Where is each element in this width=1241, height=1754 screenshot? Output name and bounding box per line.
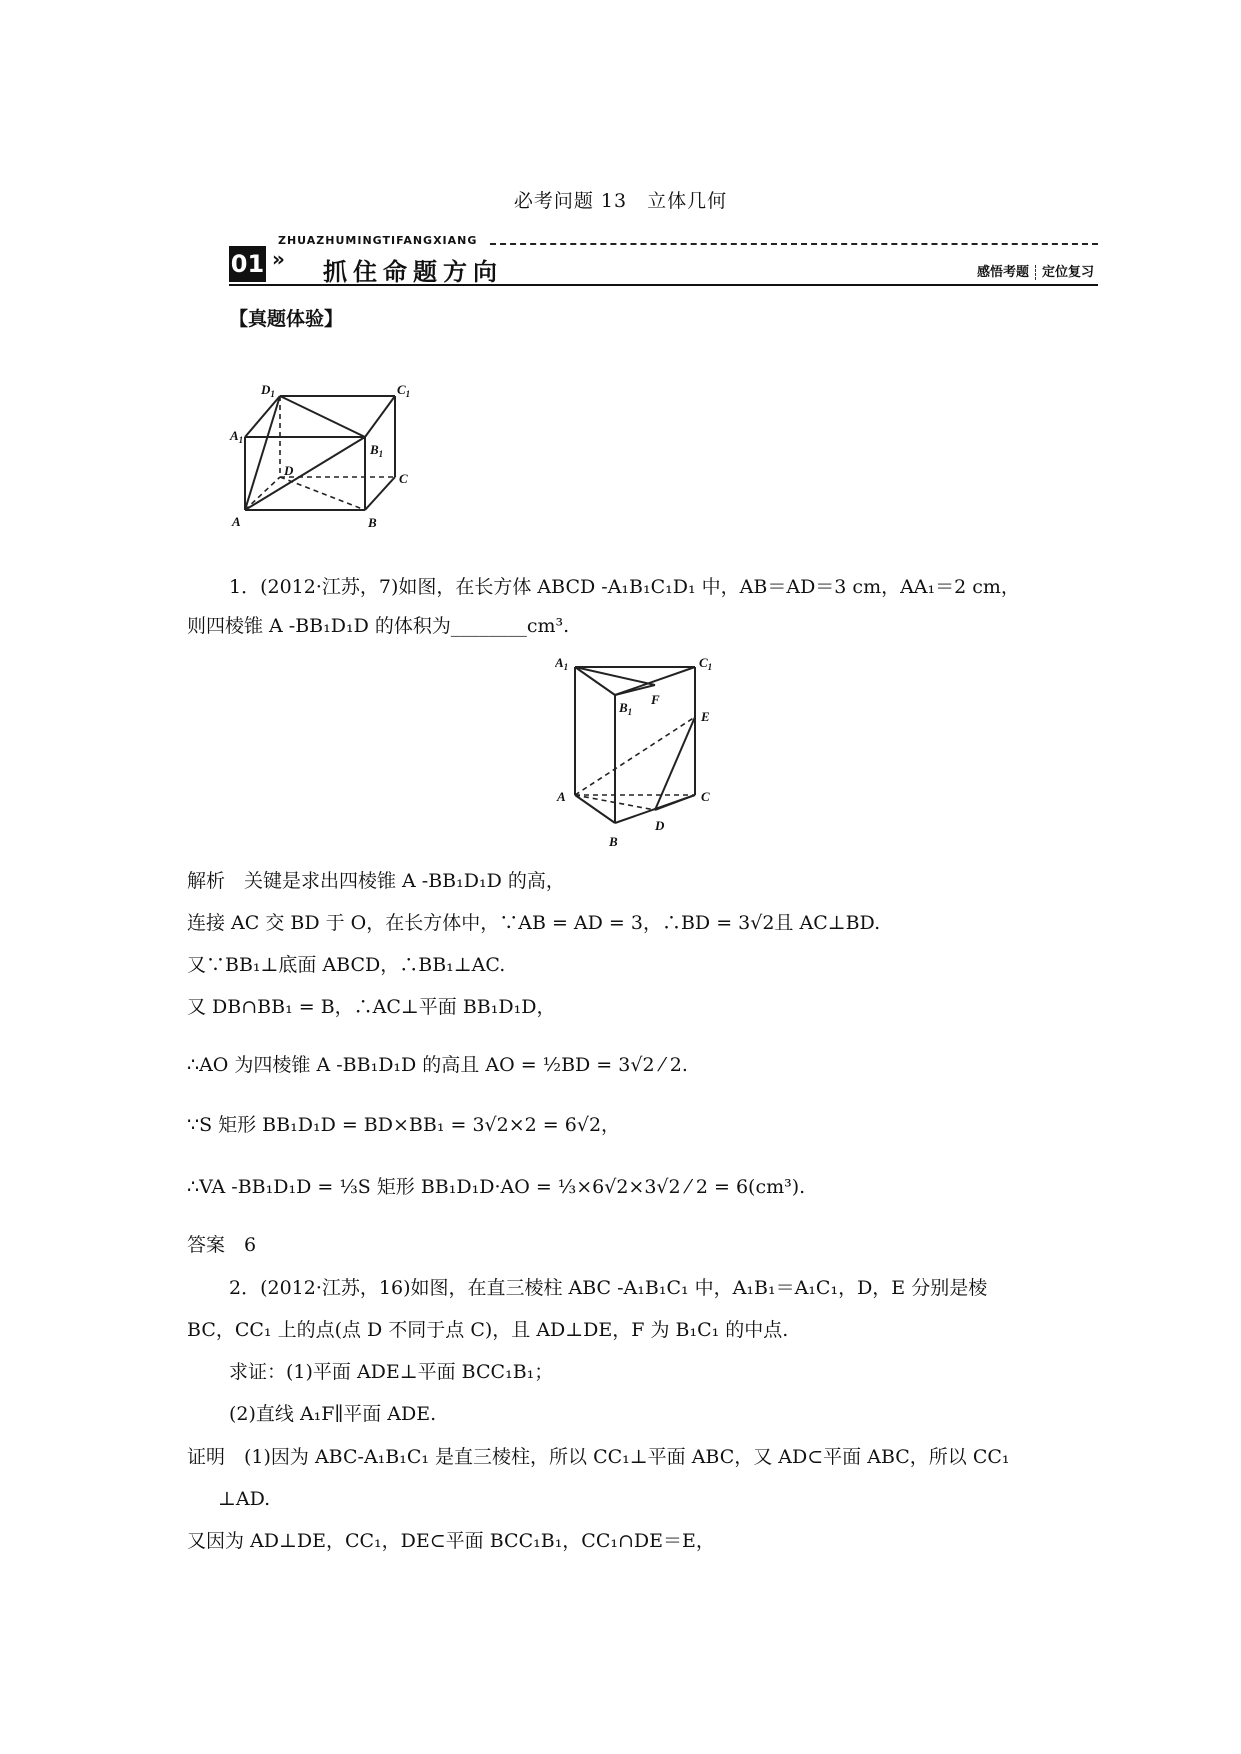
proof-line1: 证明 (1)因为 ABC-A₁B₁C₁ 是直三棱柱，所以 CC₁⊥平面 ABC，又 AD⊂平面 ABC，所以 CC₁ — [187, 1446, 1010, 1468]
label-D: D — [655, 818, 665, 833]
tag-right: 定位复习 — [1041, 265, 1094, 280]
problem2-line4: (2)直线 A₁F∥平面 ADE. — [229, 1403, 437, 1425]
label-A: A — [232, 514, 241, 529]
solution1-line2: 连接 AC 交 BD 于 O，在长方体中，∵AB = AD = 3，∴BD = 3√2且 AC⊥BD. — [187, 912, 881, 934]
problem1-line1: 1．(2012·江苏，7)如图，在长方体 ABCD -A₁B₁C₁D₁ 中，AB＝AD＝3 cm，AA₁＝2 cm， — [229, 576, 1020, 598]
label-C1: $C_1$ — [397, 382, 411, 399]
section-number-badge: 01 — [229, 246, 266, 282]
section-pinyin: ZHUAZHUMINGTIFANGXIANG — [278, 234, 478, 247]
proof-line2: ⊥AD. — [218, 1488, 271, 1510]
problem2-line2: BC，CC₁ 上的点(点 D 不同于点 C)，且 AD⊥DE，F 为 B₁C₁ 的中点. — [187, 1319, 789, 1341]
figure-cuboid — [225, 380, 425, 540]
chevron-icon: » — [272, 247, 285, 271]
solution1-line6: ∵S 矩形 BB₁D₁D = BD×BB₁ = 3√2×2 = 6√2， — [187, 1114, 621, 1136]
solution1-line5: ∴AO 为四棱锥 A -BB₁D₁D 的高且 AO = ½BD = 3√2 ⁄ 2. — [187, 1054, 688, 1076]
label-C1: $C_1$ — [699, 655, 713, 672]
label-C: C — [399, 471, 408, 486]
label-E: E — [701, 709, 710, 724]
label-D1: $D_1$ — [261, 382, 275, 399]
problem1-line2: 则四棱锥 A -BB₁D₁D 的体积为________cm³. — [187, 615, 570, 637]
subsection-heading: 【真题体验】 — [229, 308, 344, 330]
header-dashed-line — [490, 243, 1098, 245]
solution1-line3: 又∵BB₁⊥底面 ABCD，∴BB₁⊥AC. — [187, 954, 506, 976]
figure-prism — [555, 655, 725, 855]
header-rule — [229, 284, 1098, 286]
solution1-line4: 又 DB∩BB₁ = B，∴AC⊥平面 BB₁D₁D， — [187, 996, 556, 1018]
page-title: 必考问题 13 立体几何 — [513, 190, 728, 212]
proof-line3: 又因为 AD⊥DE，CC₁，DE⊂平面 BCC₁B₁，CC₁∩DE＝E， — [187, 1530, 715, 1552]
label-B1: $B_1$ — [370, 442, 384, 459]
label-D: D — [284, 463, 294, 478]
label-A: A — [557, 789, 566, 804]
label-A1: $A_1$ — [230, 428, 244, 445]
solution1-line7: ∴VA -BB₁D₁D = ⅓S 矩形 BB₁D₁D·AO = ⅓×6√2×3√2 ⁄ 2 = 6(cm³). — [187, 1176, 806, 1198]
label-B1: $B_1$ — [619, 700, 633, 717]
solution1-line1: 解析 关键是求出四棱锥 A -BB₁D₁D 的高， — [187, 870, 565, 892]
label-F: F — [651, 692, 660, 707]
problem2-line1: 2．(2012·江苏，16)如图，在直三棱柱 ABC -A₁B₁C₁ 中，A₁B₁＝A₁C₁，D，E 分别是棱 — [229, 1277, 988, 1299]
tag-divider — [1035, 265, 1036, 280]
section-title: 抓住命题方向 — [323, 258, 503, 286]
label-C: C — [701, 789, 710, 804]
label-A1: $A_1$ — [555, 655, 569, 672]
section-tags — [977, 261, 1094, 280]
tag-left: 感悟考题 — [976, 265, 1029, 280]
solution1-answer: 答案 6 — [187, 1234, 257, 1256]
problem2-line3: 求证：(1)平面 ADE⊥平面 BCC₁B₁； — [229, 1361, 554, 1383]
label-B: B — [368, 515, 377, 530]
label-B: B — [609, 834, 618, 849]
